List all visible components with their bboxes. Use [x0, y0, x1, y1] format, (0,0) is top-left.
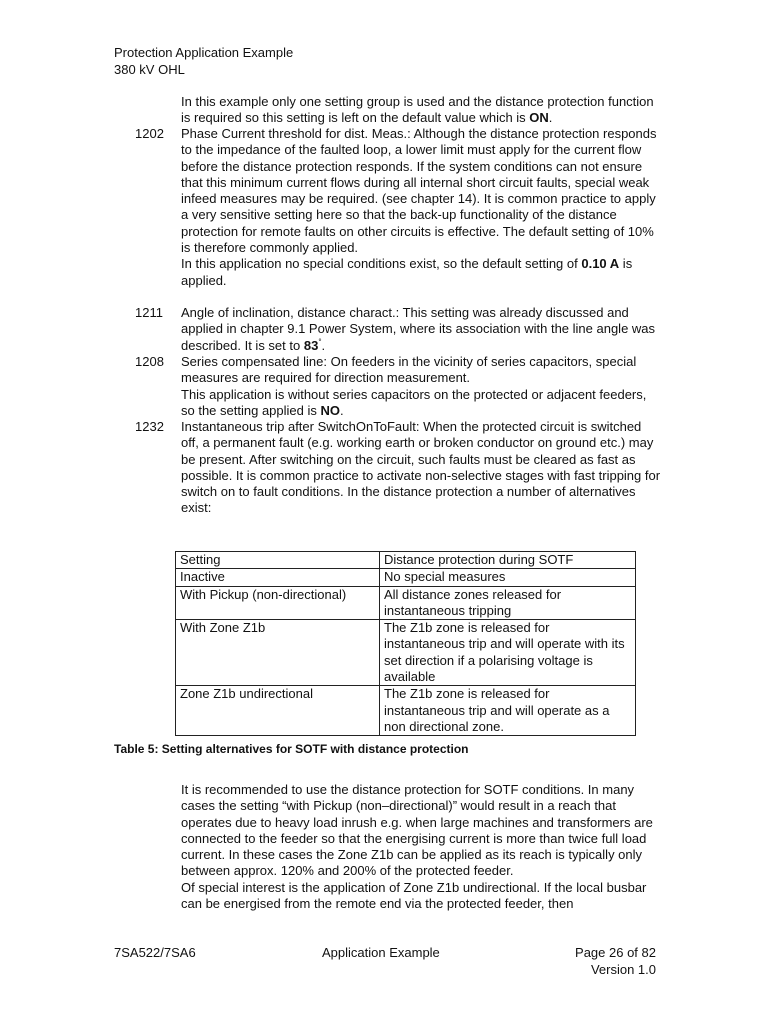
setting-note: In this application no special conditions exist, so the default setting of 0.10 A is applied.: [181, 256, 633, 288]
setting-number: 1211: [135, 305, 163, 320]
recommendation-paragraph: [181, 782, 661, 912]
intro-text: In this example only one setting group is used and the distance protection function is required so this setting is left on the default value which is: [181, 94, 654, 126]
table-cell: The Z1b zone is released for instantaneous trip and will operate with its set direction if a polarising voltage is available: [380, 620, 636, 686]
table-cell: All distance zones released for instantaneous tripping: [380, 586, 636, 620]
setting-item-1232: [135, 419, 661, 517]
version-label: Version 1.0: [590, 961, 656, 977]
intro-value: ON: [529, 110, 549, 126]
setting-note: This application is without series capacitors on the protected or adjacent feeders, so the setting applied is NO.: [181, 386, 647, 418]
table-cell: The Z1b zone is released for instantaneous trip and will operate as a non directional zone.: [380, 686, 636, 736]
setting-number: 1232: [135, 419, 164, 434]
setting-number: 1202: [135, 126, 164, 141]
setting-item-1202: [135, 126, 661, 289]
intro-paragraph: In this example only one setting group is used and the distance protection function is required so this setting is left on the default value which is ON.: [181, 94, 654, 126]
table-cell: Zone Z1b undirectional: [176, 686, 380, 736]
paragraph-text: It is recommended to use the distance protection for SOTF conditions. In many cases the setting “with Pickup (non–directional)” would result in a reach that operates due to heavy load inrush e.g. when large machines and transformers are connected to the feeder so that the energising current is more than twice full load current. In these cases the Zone Z1b can be applied as its reach is typically only between approx. 120% and 200% of the protected feeder.: [181, 782, 653, 879]
setting-description: Phase Current threshold for dist. Meas.: Although the distance protection responds to the impedance of the faulted loop, a lower limit must apply for the current flow before the distance protection responds. If the system conditions can not ensure that this minimum current flows during all internal short circuit faults, special weak infeed measures may be required. (see chapter 14). It is common practice to apply a very sensitive setting here so that the back-up functionality of the distance protection for remote faults on other circuits is effective. The default setting of 10% is therefore commonly applied.: [181, 126, 657, 256]
setting-value: NO: [320, 402, 340, 418]
table-row: [176, 586, 636, 620]
setting-description: Series compensated line: On feeders in the vicinity of series capacitors, special measures are required for direction measurement.: [181, 354, 637, 386]
table-cell: With Pickup (non-directional): [176, 586, 380, 620]
setting-value: 83: [303, 337, 319, 353]
setting-description: Angle of inclination, distance charact.: This setting was already discussed and applied in chapter 9.1 Power System, where its association with the line angle was described. It is set to: [181, 305, 656, 353]
footer-page-info: [575, 945, 656, 978]
table-header-cell: Distance protection during SOTF: [380, 552, 636, 569]
table-header-row: [176, 552, 636, 569]
header-title: Protection Application Example: [114, 45, 294, 60]
table-row: [176, 620, 636, 686]
setting-value: 0.10 A: [581, 256, 620, 272]
table-caption: Table 5: Setting alternatives for SOTF with distance protection: [114, 742, 469, 756]
table-row: [176, 569, 636, 586]
table-cell: Inactive: [176, 569, 380, 586]
page-header: [114, 45, 293, 78]
footer-section: Application Example: [322, 945, 440, 960]
table-header-cell: Setting: [176, 552, 380, 569]
table-cell: With Zone Z1b: [176, 620, 380, 686]
paragraph-text: Of special interest is the application of Zone Z1b undirectional. If the local busbar can be energised from the remote end via the protected feeder, then: [181, 879, 647, 912]
setting-item-1208: [135, 354, 661, 419]
sotf-settings-table: [175, 551, 636, 736]
table-cell: No special measures: [380, 569, 636, 586]
page-number: Page 26 of 82: [575, 945, 656, 960]
setting-item-1211: 1211 Angle of inclination, distance charact.: This setting was already discussed and applied in chapter 9.1 Power System, where its association with the line angle was described. It is set to 83°.: [135, 305, 656, 353]
setting-description: Instantaneous trip after SwitchOnToFault: When the protected circuit is switched off, a permanent fault (e.g. working earth or broken conductor on ground etc.) may be present. After switching on the circuit, such faults must be cleared as fast as possible. It is common practice to activate non-selective stages with fast tripping for switch on to fault conditions. In the distance protection a number of alternatives exist:: [181, 419, 661, 516]
table-row: [176, 686, 636, 736]
setting-number: 1208: [135, 354, 164, 369]
footer-doc-id: 7SA522/7SA6: [114, 945, 196, 960]
header-subtitle: 380 kV OHL: [114, 61, 185, 77]
